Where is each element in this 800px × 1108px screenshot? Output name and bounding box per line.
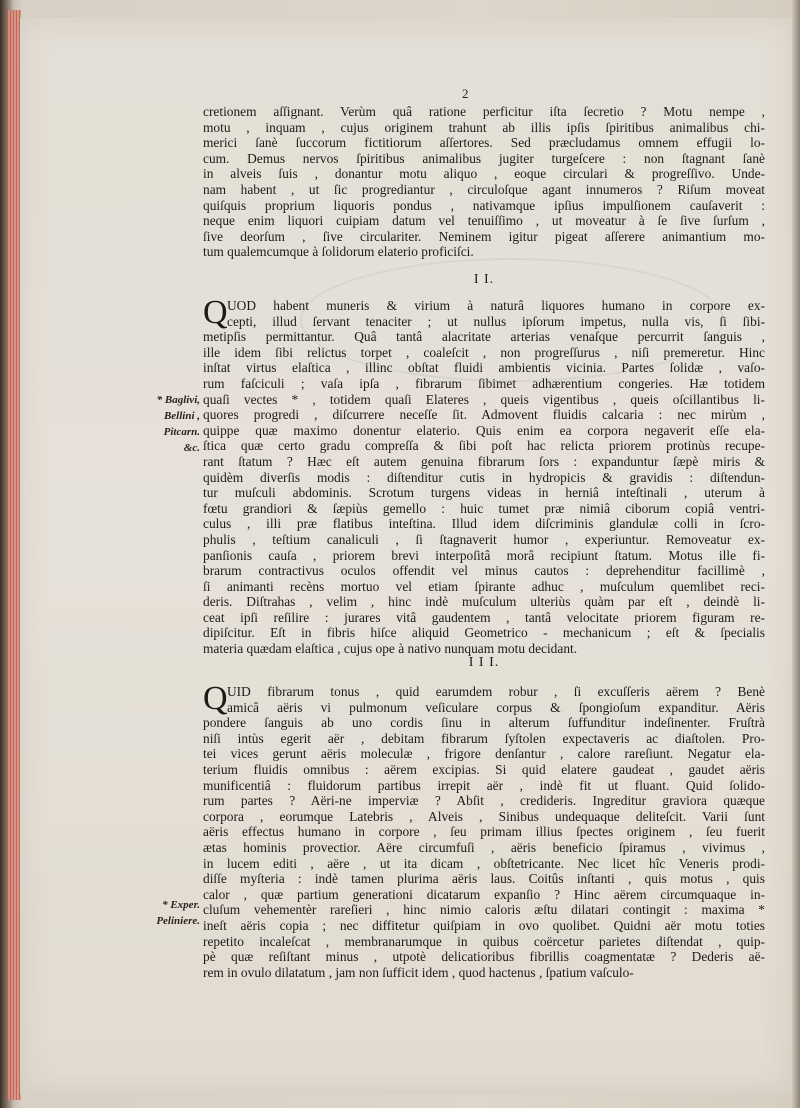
text-line: culus , illi præ flatibus inteſtina. Illud idem diſcriminis glandulæ colli in ſcro- — [203, 516, 765, 532]
text-line: inſtat virtus elaſtica , illinc obſtat fluidi ambientis vicinia. Partes ſolidæ , vaſo- — [203, 360, 765, 376]
margin-note-line: Peliniere. — [156, 915, 200, 927]
text-line: corpora , eorumque Latebris , Alveis , Sinibus undequaque deliteſcit. Varii ſunt — [203, 808, 765, 824]
margin-note-line: * Exper. — [162, 899, 200, 911]
text-line: in lucem editi , aëre , ut ita dicam , obſtetricante. Nec licet hîc Veneris prodi- — [203, 855, 765, 871]
section-heading-iii-wrap — [203, 655, 765, 675]
text-line: cretionem aſſignant. Verùm quâ ratione perficitur iſta ſecretio ? Motu nempe , — [203, 104, 765, 119]
margin-note-experiments — [128, 897, 200, 929]
text-line: fœtu grandiori & ſæpiùs gemello : huic tumet præ nimiâ ciborum copiâ ventri- — [203, 500, 765, 516]
paragraph-1 — [203, 104, 765, 260]
text-line: brarum contractivus oculos offendit vel minus cautos : deprehenditur facillimè , — [203, 563, 765, 579]
text-line: repetito incaleſcat , membranarumque in quibus coërcetur parietes diſtendat , quip- — [203, 933, 765, 949]
text-line: quores progredi , diſcurrere neceſſe ſit. Admovent fluidis calcaria : nec mirùm , — [203, 407, 765, 423]
text-line: tum qualemcumque à ſolidorum elaterio proficiſci. — [203, 244, 474, 260]
margin-note-line: &c. — [183, 442, 200, 454]
text-line: ætas hominis provectior. Aëre circumfuſi , aëris beneficio ſpiramus , vivimus , — [203, 839, 765, 855]
text-line: ceat ipſi reſilire : jurares vitâ gaudentem , tantâ velocitate priorem figuram re- — [203, 609, 765, 625]
text-line: quidèm diverſis modis : diſtenditur cutis in hydropicis & gravidis : diſtendun- — [203, 469, 765, 485]
margin-note-line: * Baglivi, — [156, 394, 200, 406]
text-line: UID fibrarum tonus , quid earumdem robur , ſi excuſſeris aërem ? Benè — [227, 684, 765, 699]
text-line: cluſum vehementèr rareſieri , hinc nimio caloris æſtu dilatari contingit : maxima * — [203, 902, 765, 918]
text-line: niſi intùs egerit aër , debitam fibrarum ſyſtolen expectaveris ac diaſtolen. Pro- — [203, 730, 765, 746]
text-line: tei vices gerunt aëris moleculæ , frigore denſantur , calore rareſiunt. Negatur ela- — [203, 746, 765, 762]
text-line: diſſe myſteria : indè tamen plurima aëris laus. Coitûs inſtanti , quis motus , quis — [203, 871, 765, 887]
text-line: ſi animanti recèns mortuo vel etiam ſpirante adhuc , muſculum quemlibet reci- — [203, 578, 765, 594]
right-page-edge — [792, 0, 800, 1108]
text-line: aëris effectus humano in corpore , ſeu primam illius ſpectes originem , ſeu fuerit — [203, 824, 765, 840]
drop-capital: Q — [203, 294, 228, 331]
text-line: UOD habent muneris & virium à naturâ liquores humano in corpore ex- — [227, 298, 765, 313]
text-line: pè quæ reſiſtant minus , utpotè delicatioribus fibrillis coagmentatæ ? Dederis aë- — [203, 949, 765, 965]
text-line: amicâ aëris vi pulmonum veſiculare corpus & ſpongioſum expanditur. Aëris — [227, 699, 765, 715]
text-line: ſive deorſum , ſive circulariter. Neminem igitur pigeat aſſerere animantium mo- — [203, 228, 765, 244]
text-line: phulis , teſtium canaliculi , ſi ſtagnaverit humor , experiuntur. Removeatur ex- — [203, 531, 765, 547]
margin-note-line: Pitcarn. — [163, 426, 200, 438]
text-line: rem in ovulo dilatatum , jam non ſufficit idem , quod hactenus , ſpatium vaſculo- — [203, 964, 634, 980]
text-line: quippe quæ maximo donentur elaterio. Quis enim ea corpora negaverit eſſe ela- — [203, 422, 765, 438]
text-line: deris. Diſtrahas , velim , hinc indè muſculum ulteriùs quàm par eſt , deindè li- — [203, 594, 765, 610]
section-heading-ii-wrap — [203, 272, 765, 292]
text-line: neque enim liquori cuipiam datum vel tenuiſſimo , ut moveatur à ſe ſive ſurſum , — [203, 213, 765, 229]
text-line: calor , quæ partium generationi dicatarum expanſio ? Hinc aërem circumquaque in- — [203, 886, 765, 902]
text-line: nam habent , ut ſic progrediantur , circuloſque agant innumeros ? Riſum moveat — [203, 181, 765, 197]
text-line: ille idem ſibi relictus torpet , coaleſcit , non progreſſurus , niſi premeretur. Hinc — [203, 344, 765, 360]
text-line: metipſis permittantur. Quâ tantâ alacritate arterias venaſque percurrit ſanguis , — [203, 329, 765, 345]
margin-note-line: Bellini , — [163, 410, 200, 422]
text-line: cum. Demus nervos ſpiritibus animalibus jugiter turgeſcere : non ſtagnant ſanè — [203, 150, 765, 166]
paragraph-2 — [203, 294, 765, 657]
text-line: pondere ſanguis ab uno cordis ſinu in alterum ſuffunditur indeſinenter. Fruſtrà — [203, 715, 765, 731]
text-line: rum partes ? Aëri-ne imperviæ ? Abſit , credideris. Ingreditur graviora quæque — [203, 793, 765, 809]
text-line: cepti, illud ſervant tenaciter ; ut nullus ipſorum impetus, nulla vis, ſi ſibi- — [227, 313, 765, 329]
page-number: 2 — [462, 86, 469, 101]
text-line: tur muſculi abdominis. Scrotum turgens videas in herniâ inteſtinali , uterum à — [203, 485, 765, 501]
text-line: merici ſanè ſuccorum fictitiorum aſſertores. Sed præcludamus omnem effugii lo- — [203, 135, 765, 151]
text-line: panſionis cauſa , priorem brevi interpoſitâ morâ recipiunt ſtatum. Motus ille fi- — [203, 547, 765, 563]
text-line: quiſquis proprium liquoris pondus , nativamque ipſius impulſionem cauſaverit : — [203, 197, 765, 213]
text-line: ſtica quæ certo gradu compreſſa & ſibi poſt hac relicta priorem protinùs recupe- — [203, 438, 765, 454]
red-page-edge — [7, 10, 21, 1100]
text-line: ineſt aëris copia ; nec diffitetur quiſpiam in ovo quolibet. Quidni aër motu toties — [203, 917, 765, 933]
text-line: munificentiâ : fluidorum partibus irrepit aër , indè fit ut fluant. Quid ſolido- — [203, 777, 765, 793]
text-line: quaſi vectes * , totidem quaſi Elateres , queis vigentibus , queis oſcillantibus li- — [203, 391, 765, 407]
section-heading-iii: I I I. — [468, 655, 500, 670]
text-line: dipiſcitur. Eſt in fibris hiſce aliquid Geometrico - mechanicum ; eſt & ſpecialis — [203, 625, 765, 641]
text-line: rum faſciculi ; vaſa ipſa , fibrarum ſibimet adhærentium congeries. Hæ totidem — [203, 375, 765, 391]
text-line: in alveis ſuis , donantur motu aliquo , eoque circulari & progreſſivo. Unde- — [203, 166, 765, 182]
margin-note-authors — [118, 392, 200, 456]
drop-capital: Q — [203, 680, 228, 717]
paragraph-3 — [203, 680, 765, 980]
section-heading-ii: I I. — [473, 272, 495, 287]
text-line: rant ſtatum ? Hæc eſt autem genuina fibrarum ſors : expanduntur ſæpè miris & — [203, 453, 765, 469]
text-line: motu , inquam , cujus originem trahunt ab illis ipſis ſpiritibus animalibus chi- — [203, 119, 765, 135]
text-line: terium fluidis omnibus : aërem excipias. Si quid elatere gaudeat , gaudet aëris — [203, 761, 765, 777]
text-line: materia quædam elaſtica , cujus ope à nativo nunquam motu decidant. — [203, 641, 578, 657]
